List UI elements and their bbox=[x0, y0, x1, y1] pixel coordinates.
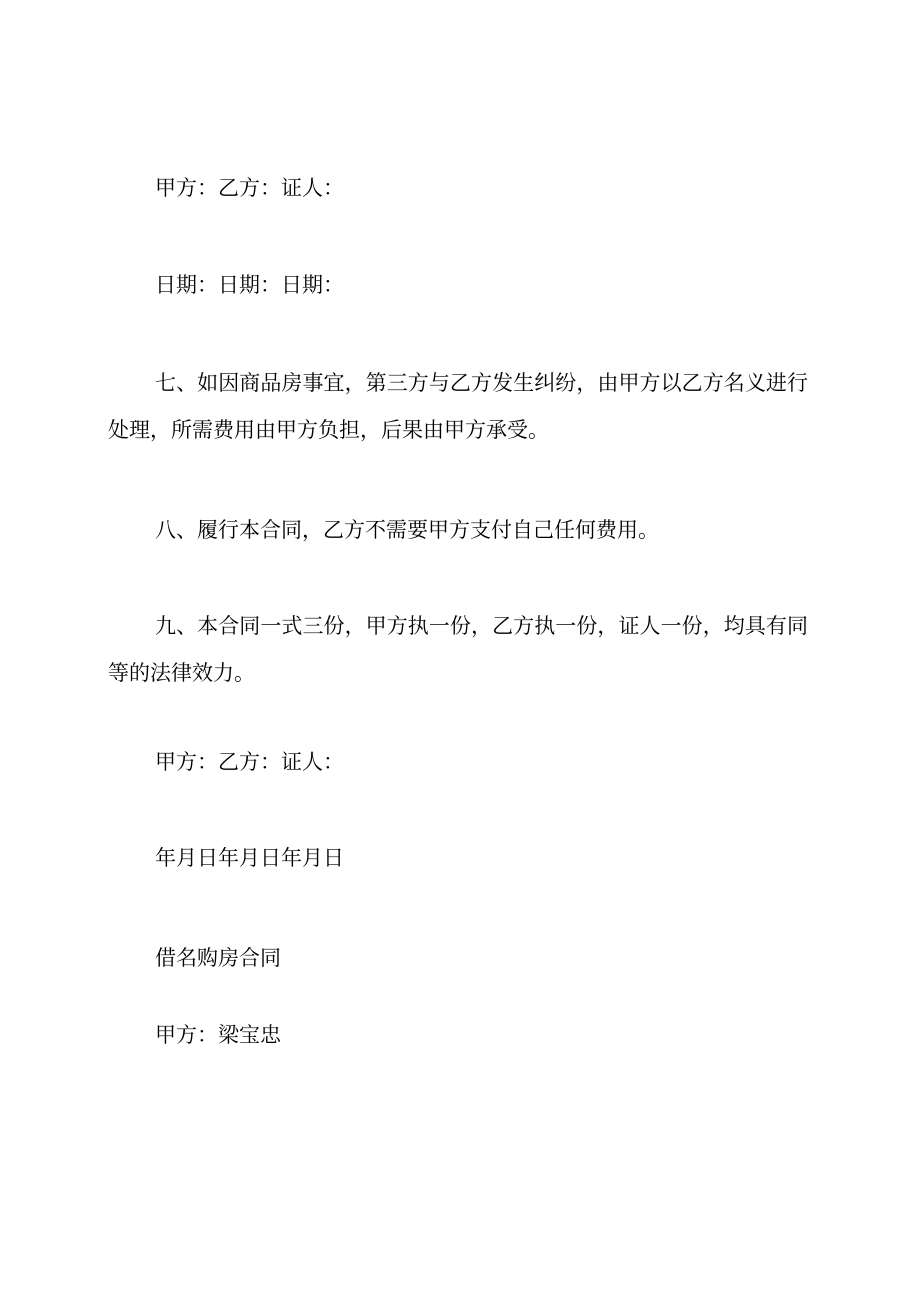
signature-line-top: 甲方：乙方：证人： bbox=[155, 176, 344, 200]
contract-title: 借名购房合同 bbox=[155, 946, 281, 970]
party-a-line: 甲方：梁宝忠 bbox=[155, 1023, 281, 1047]
signature-line-bottom: 甲方：乙方：证人： bbox=[155, 750, 344, 774]
date-line-top: 日期：日期：日期： bbox=[155, 273, 344, 297]
clause-eight: 八、履行本合同，乙方不需要甲方支付自己任何费用。 bbox=[155, 518, 659, 542]
clause-nine: 九、本合同一式三份，甲方执一份，乙方执一份，证人一份，均具有同等的法律效力。 bbox=[108, 614, 808, 685]
clause-seven: 七、如因商品房事宜，第三方与乙方发生纠纷，由甲方以乙方名义进行处理，所需费用由甲方负担，后果由甲方承受。 bbox=[108, 371, 808, 442]
date-line-bottom: 年月日年月日年月日 bbox=[155, 846, 344, 870]
